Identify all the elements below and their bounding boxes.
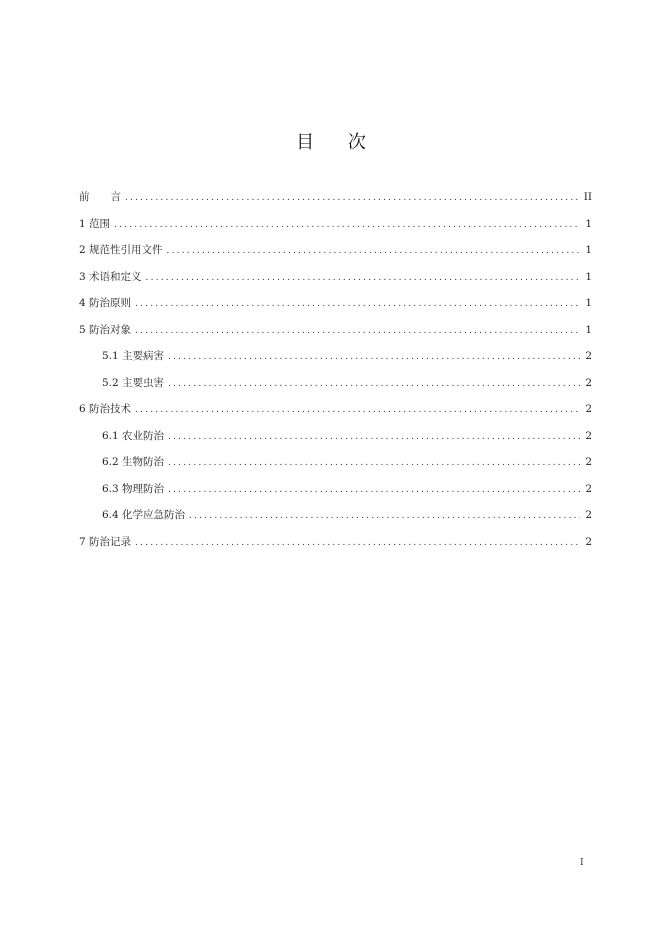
toc-entry-page: 2: [585, 482, 592, 495]
toc-entry-7[interactable]: [79, 529, 592, 556]
toc-entry-label: 4 防治原则: [79, 297, 132, 309]
toc-entry-label: 1 范围: [79, 217, 111, 230]
toc-entry-page: 1: [585, 297, 592, 309]
toc-leader-dots: [135, 530, 580, 557]
toc-entry-6[interactable]: [79, 396, 592, 423]
toc-entry-page: 1: [585, 217, 592, 230]
toc-entry-page: 2: [585, 429, 592, 442]
toc-entry-page: 2: [585, 403, 592, 415]
toc-leader-dots: [135, 318, 580, 345]
toc-entry-foreword[interactable]: [79, 184, 592, 211]
toc-leader-dots: [168, 450, 580, 477]
table-of-contents: [79, 184, 592, 555]
page-number: I: [580, 858, 584, 868]
toc-entry-page: 1: [585, 323, 592, 336]
toc-entry-4[interactable]: [79, 290, 592, 317]
toc-entry-page: 1: [585, 244, 592, 256]
toc-leader-dots: [125, 185, 580, 212]
toc-entry-label: 5 防治对象: [79, 323, 132, 336]
toc-entry-3[interactable]: [79, 264, 592, 291]
toc-entry-label: 6.4 化学应急防治: [102, 509, 186, 521]
toc-entry-5-2[interactable]: [79, 370, 592, 397]
toc-entry-6-2[interactable]: [79, 449, 592, 476]
toc-leader-dots: [135, 291, 580, 318]
toc-entry-label: 6.3 物理防治: [102, 482, 165, 495]
toc-entry-label: 2 规范性引用文件: [79, 244, 163, 256]
toc-leader-dots: [168, 477, 580, 504]
toc-entry-label: 6.2 生物防治: [102, 456, 165, 468]
toc-leader-dots: [168, 371, 580, 398]
toc-entry-page: II: [583, 191, 592, 203]
toc-entry-6-3[interactable]: [79, 476, 592, 503]
toc-entry-5-1[interactable]: [79, 343, 592, 370]
toc-leader-dots: [135, 397, 580, 424]
toc-entry-label: 7 防治记录: [79, 535, 132, 548]
toc-leader-dots: [114, 212, 580, 239]
toc-leader-dots: [167, 238, 580, 265]
toc-entry-label: 6 防治技术: [79, 403, 132, 415]
toc-leader-dots: [146, 265, 580, 292]
toc-leader-dots: [168, 424, 580, 451]
toc-entry-label: 5.2 主要虫害: [102, 376, 165, 389]
toc-entry-6-1[interactable]: [79, 423, 592, 450]
toc-entry-page: 2: [585, 456, 592, 468]
toc-leader-dots: [189, 503, 580, 530]
toc-entry-page: 2: [585, 376, 592, 389]
toc-entry-label: 3 术语和定义: [79, 270, 142, 283]
toc-entry-page: 2: [585, 350, 592, 362]
toc-title: 目 次: [296, 132, 380, 153]
toc-entry-page: 1: [585, 270, 592, 283]
toc-entry-label: 前 言: [79, 191, 121, 203]
toc-entry-page: 2: [585, 535, 592, 548]
toc-entry-page: 2: [585, 509, 592, 521]
toc-entry-5[interactable]: [79, 317, 592, 344]
toc-entry-2[interactable]: [79, 237, 592, 264]
toc-entry-6-4[interactable]: [79, 502, 592, 529]
toc-leader-dots: [168, 344, 580, 371]
toc-entry-1[interactable]: [79, 211, 592, 238]
toc-entry-label: 5.1 主要病害: [102, 350, 165, 362]
toc-entry-label: 6.1 农业防治: [102, 429, 165, 442]
